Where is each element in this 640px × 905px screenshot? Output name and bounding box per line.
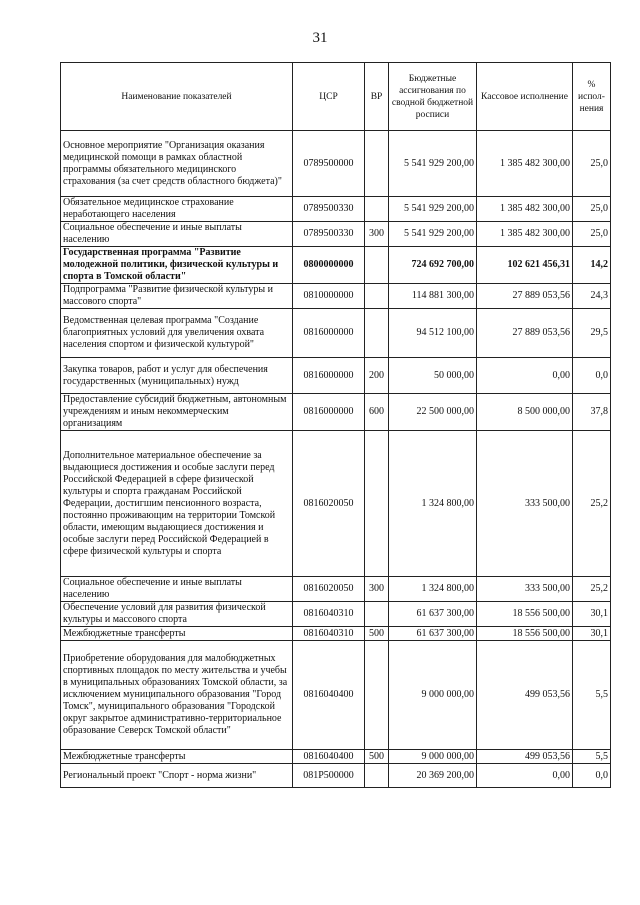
budget-table: [60, 62, 611, 788]
row-budget: 724 692 700,00: [389, 247, 477, 284]
row-budget: 22 500 000,00: [389, 394, 477, 431]
table-row: [61, 431, 611, 577]
row-vr: 300: [365, 222, 389, 247]
row-name: Подпрограмма "Развитие физической культуры и массового спорта": [61, 284, 293, 309]
table-row: [61, 131, 611, 197]
row-cash: 0,00: [477, 764, 573, 788]
row-vr: [365, 247, 389, 284]
row-percent: 0,0: [573, 764, 611, 788]
row-csr: 0810000000: [293, 284, 365, 309]
page-number: 31: [312, 30, 328, 46]
table-row: [61, 247, 611, 284]
row-name: Закупка товаров, работ и услуг для обеспечения государственных (муниципальных) нужд: [61, 358, 293, 394]
row-percent: 14,2: [573, 247, 611, 284]
row-percent: 25,0: [573, 197, 611, 222]
row-csr: 0816020050: [293, 577, 365, 602]
table-row: [61, 750, 611, 764]
table-row: [61, 602, 611, 627]
table-row: [61, 358, 611, 394]
row-csr: 0816040310: [293, 602, 365, 627]
header-budget: Бюджетные ассигнования по сводной бюджетной росписи: [389, 63, 477, 131]
table-row: [61, 309, 611, 358]
header-cash: Кассовое исполнение: [477, 63, 573, 131]
row-vr: [365, 284, 389, 309]
row-csr: 0789500000: [293, 131, 365, 197]
row-budget: 5 541 929 200,00: [389, 222, 477, 247]
row-percent: 30,1: [573, 602, 611, 627]
row-cash: 333 500,00: [477, 577, 573, 602]
header-csr: ЦСР: [293, 63, 365, 131]
row-csr: 0789500330: [293, 222, 365, 247]
row-percent: 25,2: [573, 577, 611, 602]
row-cash: 18 556 500,00: [477, 602, 573, 627]
header-percent: % испол-нения: [573, 63, 611, 131]
table-row: [61, 764, 611, 788]
table-row: [61, 627, 611, 641]
row-vr: [365, 431, 389, 577]
row-percent: 25,0: [573, 222, 611, 247]
table-row: [61, 197, 611, 222]
row-cash: 499 053,56: [477, 641, 573, 750]
table-row: [61, 222, 611, 247]
row-cash: 18 556 500,00: [477, 627, 573, 641]
row-vr: [365, 764, 389, 788]
row-budget: 50 000,00: [389, 358, 477, 394]
row-budget: 61 637 300,00: [389, 627, 477, 641]
table-row: [61, 394, 611, 431]
row-name: Социальное обеспечение и иные выплаты населению: [61, 222, 293, 247]
row-cash: 333 500,00: [477, 431, 573, 577]
row-budget: 5 541 929 200,00: [389, 131, 477, 197]
row-cash: 27 889 053,56: [477, 309, 573, 358]
row-csr: 0789500330: [293, 197, 365, 222]
row-budget: 94 512 100,00: [389, 309, 477, 358]
row-vr: [365, 641, 389, 750]
row-vr: 300: [365, 577, 389, 602]
table-row: [61, 577, 611, 602]
header-row: [61, 63, 611, 131]
table-row: [61, 284, 611, 309]
row-cash: 499 053,56: [477, 750, 573, 764]
row-cash: 1 385 482 300,00: [477, 131, 573, 197]
row-name: Основное мероприятие "Организация оказания медицинской помощи в рамках областной программы обязательного медицинского страхования (за счет средств областного бюджета)": [61, 131, 293, 197]
row-budget: 114 881 300,00: [389, 284, 477, 309]
row-cash: 102 621 456,31: [477, 247, 573, 284]
row-name: Обеспечение условий для развития физической культуры и массового спорта: [61, 602, 293, 627]
row-name: Региональный проект "Спорт - норма жизни": [61, 764, 293, 788]
row-percent: 30,1: [573, 627, 611, 641]
row-name: Обязательное медицинское страхование неработающего населения: [61, 197, 293, 222]
table-row: [61, 641, 611, 750]
row-name: Межбюджетные трансферты: [61, 750, 293, 764]
row-vr: 600: [365, 394, 389, 431]
row-csr: 0816040400: [293, 750, 365, 764]
row-vr: [365, 602, 389, 627]
row-budget: 20 369 200,00: [389, 764, 477, 788]
row-cash: 1 385 482 300,00: [477, 222, 573, 247]
row-name: Приобретение оборудования для малобюджетных спортивных площадок по месту жительства и учебы в муниципальных образованиях Томской области, за исключением муниципального образования "Город Томск", муниципального образования "Городской округ закрытое административно-территориальное образование Северск Томской области": [61, 641, 293, 750]
row-budget: 5 541 929 200,00: [389, 197, 477, 222]
row-percent: 5,5: [573, 641, 611, 750]
row-csr: 0816020050: [293, 431, 365, 577]
row-csr: 0816000000: [293, 358, 365, 394]
row-cash: 1 385 482 300,00: [477, 197, 573, 222]
row-csr: 0800000000: [293, 247, 365, 284]
row-csr: 081P500000: [293, 764, 365, 788]
row-percent: 5,5: [573, 750, 611, 764]
row-percent: 25,0: [573, 131, 611, 197]
row-vr: [365, 131, 389, 197]
row-vr: 200: [365, 358, 389, 394]
row-name: Дополнительное материальное обеспечение за выдающиеся достижения и особые заслуги перед Российской Федерацией в сфере физической культуры и спорта гражданам Российской Федерации, достигшим пенсионного возраста, постоянно проживающим на территории Томской области, имеющим выдающиеся достижения и особые заслуги перед Российской Федерацией в сфере физической культуры и спорта: [61, 431, 293, 577]
row-vr: 500: [365, 627, 389, 641]
row-percent: 29,5: [573, 309, 611, 358]
row-name: Предоставление субсидий бюджетным, автономным учреждениям и иным некоммерческим организациям: [61, 394, 293, 431]
row-budget: 1 324 800,00: [389, 577, 477, 602]
row-name: Межбюджетные трансферты: [61, 627, 293, 641]
row-name: Ведомственная целевая программа "Создание благоприятных условий для увеличения охвата населения спортом и физической культурой": [61, 309, 293, 358]
row-vr: [365, 309, 389, 358]
row-percent: 25,2: [573, 431, 611, 577]
row-budget: 9 000 000,00: [389, 750, 477, 764]
row-budget: 1 324 800,00: [389, 431, 477, 577]
row-csr: 0816040310: [293, 627, 365, 641]
row-cash: 27 889 053,56: [477, 284, 573, 309]
row-name: Социальное обеспечение и иные выплаты населению: [61, 577, 293, 602]
row-csr: 0816000000: [293, 394, 365, 431]
row-percent: 37,8: [573, 394, 611, 431]
row-budget: 61 637 300,00: [389, 602, 477, 627]
header-name: Наименование показателей: [61, 63, 293, 131]
row-percent: 0,0: [573, 358, 611, 394]
row-vr: 500: [365, 750, 389, 764]
header-vr: ВР: [365, 63, 389, 131]
row-budget: 9 000 000,00: [389, 641, 477, 750]
row-csr: 0816040400: [293, 641, 365, 750]
row-cash: 8 500 000,00: [477, 394, 573, 431]
row-vr: [365, 197, 389, 222]
row-name: Государственная программа "Развитие молодежной политики, физической культуры и спорта в Томской области": [61, 247, 293, 284]
row-percent: 24,3: [573, 284, 611, 309]
row-csr: 0816000000: [293, 309, 365, 358]
row-cash: 0,00: [477, 358, 573, 394]
